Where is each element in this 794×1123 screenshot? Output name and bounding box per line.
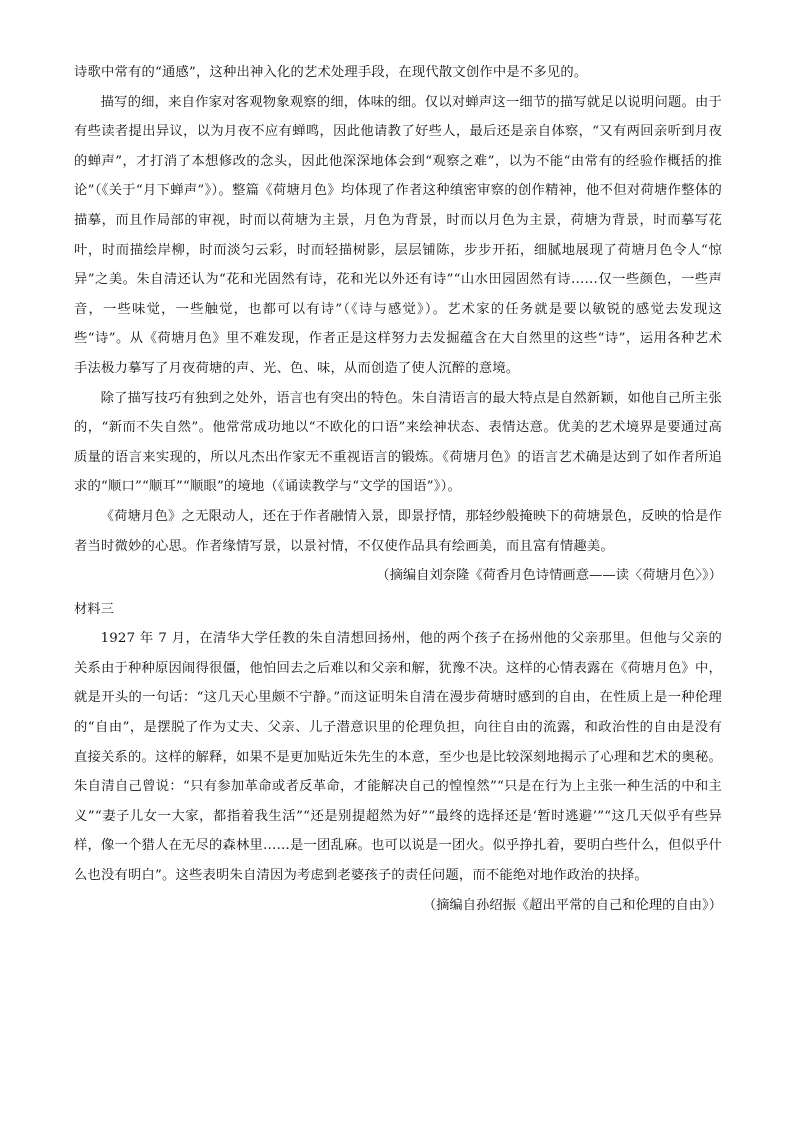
- paragraph-language: 除了描写技巧有独到之处外，语言也有突出的特色。朱自清语言的最大特点是自然新颖，如他自己所主张的，“新而不失自然”。他常常成功地以“不欧化的口语”来绘神状态、表情达意。优美的艺术境界是要通过高质量的语言来实现的，所以凡杰出作家无不重视语言的锻炼。《荷塘月色》的语言艺术确是达到了如作者所追求的“顺口”“顺耳”“顺眼”的境地（《诵读教学与“文学的国语”》）。: [74, 390, 722, 495]
- paragraph-description-detail: 描写的细，来自作家对客观物象观察的细，体味的细。仅以对蝉声这一细节的描写就足以说明问题。由于有些读者提出异议，以为月夜不应有蝉鸣，因此他请教了好些人，最后还是亲自体察，“又有两回亲听到月夜的蝉声”，才打消了本想修改的念头，因此他深深地体会到“观察之难”，以为不能“由常有的经验作概括的推论”（《关于“月下蝉声”》）。整篇《荷塘月色》均体现了作者这种缜密审察的创作精神，他不但对荷塘作整体的描摹，而且作局部的审视，时而以荷塘为主景，月色为背景，时而以月色为主景，荷塘为背景，时而摹写花叶，时而描绘岸柳，时而淡匀云彩，时而轻描树影，层层铺陈，步步开拓，细腻地展现了荷塘月色令人“惊异”之美。朱自清还认为“花和光固然有诗，花和光以外还有诗”“山水田园固然有诗……仅一些颜色，一些声音，一些味觉，一些触觉，也都可以有诗”（《诗与感觉》）。艺术家的任务就是要以敏锐的感觉去发现这些“诗”。从《荷塘月色》里不难发现，作者正是这样努力去发掘蕴含在大自然里的这些“诗”，运用各种艺术手法极力摹写了月夜荷塘的声、光、色、味，从而创造了使人沉醉的意境。: [74, 94, 722, 376]
- paragraph-emotion: 《荷塘月色》之无限动人，还在于作者融情入景，即景抒情，那轻纱般掩映下的荷塘景色，反映的恰是作者当时微妙的心思。作者缘情写景，以景衬情，不仅使作品具有绘画美，而且富有情趣美。: [74, 508, 722, 554]
- source-citation-2: （摘编自孙绍振《超出平常的自己和伦理的自由》）: [422, 897, 722, 913]
- source-citation-1: （摘编自刘奈隆《荷香月色诗情画意——读〈荷塘月色〉》）: [376, 568, 722, 584]
- section-heading-material-3: 材料三: [74, 601, 114, 617]
- paragraph-intro: 诗歌中常有的“通感”，这种出神入化的艺术处理手段，在现代散文创作中是不多见的。: [74, 65, 588, 80]
- document-page: [74, 58, 722, 920]
- paragraph-material-3: 1927 年 7 月，在清华大学任教的朱自清想回扬州，他的两个孩子在扬州他的父亲那里。但他与父亲的关系由于种种原因闹得很僵，他怕回去之后难以和父亲和解，犹豫不决。这样的心情表露在《荷塘月色》中，就是开头的一句话：“这几天心里颇不宁静。”而这证明朱自清在漫步荷塘时感到的自由，在性质上是一种伦理的“自由”，是摆脱了作为丈夫、父亲、儿子潜意识里的伦理负担，向往自由的流露，和政治性的自由是没有直接关系的。这样的解释，如果不是更加贴近朱先生的本意，至少也是比较深刻地揭示了心理和艺术的奥秘。朱自清自己曾说：“只有参加革命或者反革命，才能解决自己的惶惶然”“只是在行为上主张一种生活的中和主义”“妻子儿女一大家，都指着我生活”“还是别提超然为好”“最终的选择还是‘暂时逃避’”“这几天似乎有些异样，像一个猎人在无尽的森林里……是一团乱麻。也可以说是一团火。似乎挣扎着，要明白些什么，但似乎什么也没有明白”。这些表明朱自清因为考虑到老婆孩子的责任问题，而不能绝对地作政治的抉择。: [74, 631, 722, 884]
